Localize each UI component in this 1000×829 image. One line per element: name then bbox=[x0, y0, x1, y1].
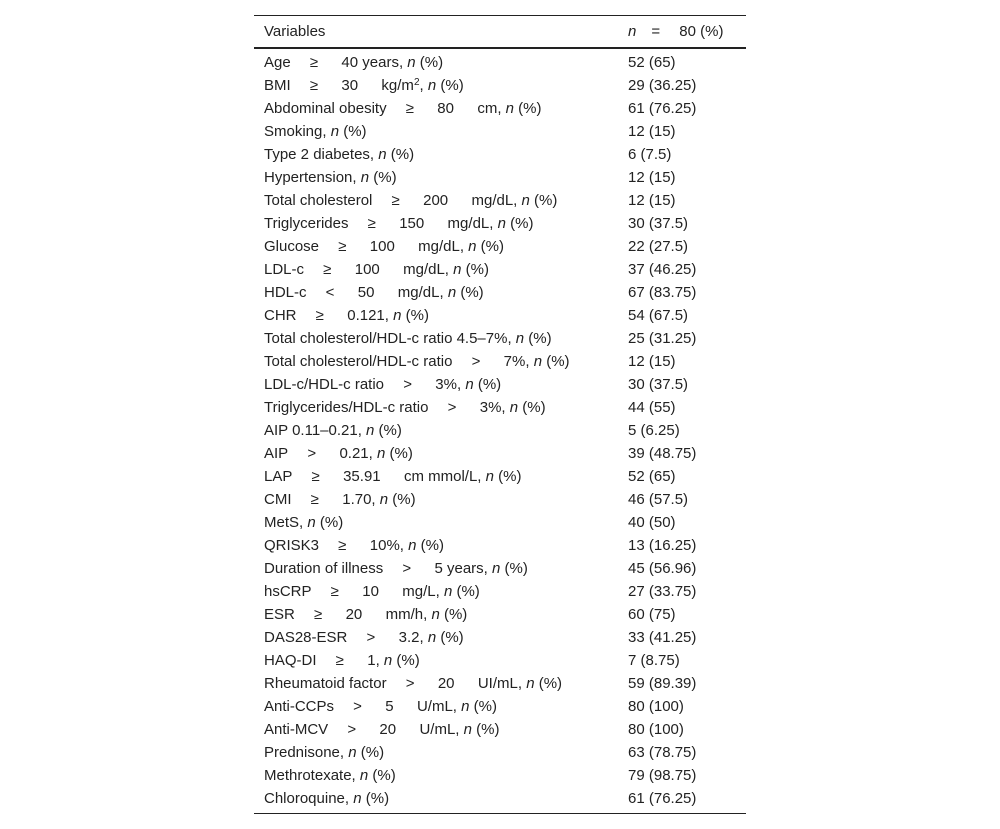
percent-label: (%) bbox=[339, 123, 367, 140]
percent-label: (%) bbox=[356, 744, 385, 761]
n-symbol: n bbox=[485, 468, 494, 485]
variable-label: Chloroquine, bbox=[264, 790, 354, 807]
value-cell: 61 (76.25) bbox=[628, 790, 697, 807]
value-cell: 46 (57.5) bbox=[628, 491, 689, 508]
value-cell: 37 (46.25) bbox=[628, 261, 697, 278]
table-row bbox=[254, 258, 746, 281]
table-row bbox=[254, 580, 746, 603]
n-symbol: n bbox=[463, 721, 472, 738]
percent-label: (%) bbox=[542, 353, 570, 370]
n-symbol: n bbox=[348, 744, 357, 761]
n-symbol: n bbox=[359, 767, 369, 784]
n-symbol: n bbox=[468, 238, 477, 255]
table-row bbox=[254, 718, 746, 741]
table-row bbox=[254, 695, 746, 718]
value-cell: 39 (48.75) bbox=[628, 445, 697, 462]
variable-cell bbox=[254, 189, 618, 212]
variable-cell bbox=[254, 327, 618, 350]
n-symbol: n bbox=[443, 583, 453, 600]
n-symbol: n bbox=[427, 629, 437, 646]
variable-label: CHR ≥ 0.121, bbox=[264, 307, 394, 324]
value-cell: 12 (15) bbox=[628, 169, 676, 186]
variable-label: Total cholesterol/HDL-c ratio 4.5–7%, bbox=[264, 330, 516, 347]
variable-cell bbox=[254, 511, 618, 534]
variable-label: HAQ-DI ≥ 1, bbox=[264, 652, 384, 669]
table-header bbox=[254, 16, 746, 49]
percent-label: (%) bbox=[452, 583, 480, 600]
variable-label: ESR ≥ 20 mm/h, bbox=[264, 606, 432, 623]
variable-label: Triglycerides ≥ 150 mg/dL, bbox=[264, 215, 498, 232]
table-row bbox=[254, 327, 746, 350]
table-row bbox=[254, 281, 746, 304]
value-cell: 67 (83.75) bbox=[628, 284, 697, 301]
value-cell: 5 (6.25) bbox=[628, 422, 680, 439]
value-cell: 13 (16.25) bbox=[628, 537, 697, 554]
table-row bbox=[254, 534, 746, 557]
variable-cell bbox=[254, 534, 618, 557]
value-cell: 7 (8.75) bbox=[628, 652, 680, 669]
variable-cell bbox=[254, 442, 618, 465]
percent-label: (%) bbox=[361, 790, 390, 807]
n-symbol: n bbox=[393, 307, 402, 324]
variable-label: Type 2 diabetes, bbox=[264, 146, 379, 163]
value-cell: 63 (78.75) bbox=[628, 744, 697, 761]
variable-label: Total cholesterol ≥ 200 mg/dL, bbox=[264, 192, 522, 209]
variable-label: BMI ≥ 30 kg/m bbox=[264, 77, 414, 94]
table-row bbox=[254, 396, 746, 419]
table-row bbox=[254, 212, 746, 235]
n-symbol: n bbox=[492, 560, 501, 577]
table-row bbox=[254, 465, 746, 488]
percent-label: (%) bbox=[369, 169, 397, 186]
variable-cell bbox=[254, 764, 618, 787]
variable-cell bbox=[254, 580, 618, 603]
value-cell: 12 (15) bbox=[628, 192, 676, 209]
variable-label: HDL-c < 50 mg/dL, bbox=[264, 284, 448, 301]
table-row bbox=[254, 48, 746, 74]
percent-label: (%) bbox=[505, 215, 534, 232]
unit-superscript: 2 bbox=[413, 77, 420, 88]
table-row bbox=[254, 304, 746, 327]
table-row bbox=[254, 649, 746, 672]
n-symbol: n bbox=[533, 353, 543, 370]
n-symbol: n bbox=[515, 330, 525, 347]
table-row bbox=[254, 488, 746, 511]
percent-label: (%) bbox=[471, 721, 500, 738]
value-cell: 30 (37.5) bbox=[628, 376, 689, 393]
percent-label: (%) bbox=[415, 54, 444, 71]
variable-label: LAP ≥ 35.91 cm mmol/L, bbox=[264, 468, 486, 485]
variable-cell bbox=[254, 603, 618, 626]
variable-cell bbox=[254, 787, 618, 814]
value-cell: 60 (75) bbox=[628, 606, 676, 623]
n-symbol: n bbox=[407, 54, 416, 71]
table-row bbox=[254, 672, 746, 695]
variable-cell bbox=[254, 304, 618, 327]
variable-cell bbox=[254, 235, 618, 258]
value-cell: 59 (89.39) bbox=[628, 675, 697, 692]
percent-label: (%) bbox=[374, 422, 402, 439]
n-symbol: n bbox=[497, 215, 506, 232]
table-row bbox=[254, 442, 746, 465]
table-row bbox=[254, 419, 746, 442]
n-symbol: n bbox=[526, 675, 535, 692]
value-cell: 79 (98.75) bbox=[628, 767, 697, 784]
table-row bbox=[254, 373, 746, 396]
percent-label: (%) bbox=[388, 491, 416, 508]
value-cell: 22 (27.5) bbox=[628, 238, 689, 255]
n-symbol: n bbox=[427, 77, 437, 94]
variable-cell bbox=[254, 74, 618, 97]
variable-label-separator: , bbox=[419, 77, 428, 94]
table-row bbox=[254, 235, 746, 258]
table-row bbox=[254, 74, 746, 97]
variable-label: AIP > 0.21, bbox=[264, 445, 377, 462]
n-symbol: n bbox=[330, 123, 340, 140]
table-body bbox=[254, 48, 746, 814]
value-cell: 6 (7.5) bbox=[628, 146, 672, 163]
variable-label: Anti-CCPs > 5 U/mL, bbox=[264, 698, 462, 715]
variable-label: Prednisone, bbox=[264, 744, 349, 761]
value-cell: 52 (65) bbox=[628, 54, 676, 71]
variable-cell bbox=[254, 626, 618, 649]
value-cell: 61 (76.25) bbox=[628, 100, 697, 117]
value-cell: 52 (65) bbox=[628, 468, 676, 485]
n-symbol: n bbox=[383, 652, 393, 669]
variable-label: Hypertension, bbox=[264, 169, 361, 186]
value-cell: 25 (31.25) bbox=[628, 330, 697, 347]
table-row bbox=[254, 350, 746, 373]
characteristics-table-container bbox=[254, 15, 746, 814]
n-symbol: n bbox=[431, 606, 440, 623]
n-symbol: n bbox=[509, 399, 519, 416]
table-row bbox=[254, 120, 746, 143]
variable-label: LDL-c ≥ 100 mg/dL, bbox=[264, 261, 454, 278]
table-row bbox=[254, 511, 746, 534]
value-cell: 27 (33.75) bbox=[628, 583, 697, 600]
n-symbol: n bbox=[379, 491, 389, 508]
n-symbol: n bbox=[376, 445, 386, 462]
variable-label: Glucose ≥ 100 mg/dL, bbox=[264, 238, 469, 255]
value-cell: 54 (67.5) bbox=[628, 307, 689, 324]
n-symbol: n bbox=[366, 422, 375, 439]
n-symbol: n bbox=[453, 261, 462, 278]
n-symbol: n bbox=[408, 537, 417, 554]
variable-cell bbox=[254, 557, 618, 580]
table-row bbox=[254, 741, 746, 764]
variable-cell bbox=[254, 350, 618, 373]
variable-label: QRISK3 ≥ 10%, bbox=[264, 537, 409, 554]
header-n-rest: = 80 (%) bbox=[636, 23, 724, 40]
variable-cell bbox=[254, 672, 618, 695]
value-cell: 44 (55) bbox=[628, 399, 676, 416]
header-n-symbol: n bbox=[628, 23, 637, 40]
variable-label: Duration of illness > 5 years, bbox=[264, 560, 493, 577]
percent-label: (%) bbox=[416, 537, 444, 554]
variable-cell bbox=[254, 695, 618, 718]
variable-cell bbox=[254, 97, 618, 120]
value-cell: 12 (15) bbox=[628, 353, 676, 370]
characteristics-table bbox=[254, 15, 746, 814]
n-symbol: n bbox=[360, 169, 370, 186]
percent-label: (%) bbox=[436, 77, 464, 94]
variable-label: Age ≥ 40 years, bbox=[264, 54, 408, 71]
n-symbol: n bbox=[378, 146, 387, 163]
variable-label: Abdominal obesity ≥ 80 cm, bbox=[264, 100, 506, 117]
variable-cell bbox=[254, 212, 618, 235]
percent-label: (%) bbox=[500, 560, 528, 577]
table-row bbox=[254, 97, 746, 120]
variable-cell bbox=[254, 48, 618, 74]
percent-label: (%) bbox=[473, 376, 502, 393]
variable-label: Anti-MCV > 20 U/mL, bbox=[264, 721, 464, 738]
percent-label: (%) bbox=[461, 261, 489, 278]
percent-label: (%) bbox=[401, 307, 429, 324]
percent-label: (%) bbox=[386, 146, 415, 163]
variable-label: DAS28-ESR > 3.2, bbox=[264, 629, 428, 646]
variable-cell bbox=[254, 465, 618, 488]
percent-label: (%) bbox=[518, 399, 546, 416]
n-symbol: n bbox=[521, 192, 530, 209]
variable-cell bbox=[254, 718, 618, 741]
value-cell: 12 (15) bbox=[628, 123, 676, 140]
percent-label: (%) bbox=[315, 514, 344, 531]
value-cell: 40 (50) bbox=[628, 514, 676, 531]
percent-label: (%) bbox=[469, 698, 497, 715]
variable-cell bbox=[254, 419, 618, 442]
variable-cell bbox=[254, 120, 618, 143]
variable-label: LDL-c/HDL-c ratio > 3%, bbox=[264, 376, 466, 393]
n-symbol: n bbox=[465, 376, 474, 393]
percent-label: (%) bbox=[524, 330, 552, 347]
n-symbol: n bbox=[447, 284, 457, 301]
variable-cell bbox=[254, 143, 618, 166]
variable-label: Triglycerides/HDL-c ratio > 3%, bbox=[264, 399, 510, 416]
table-row bbox=[254, 787, 746, 814]
variable-label: Total cholesterol/HDL-c ratio > 7%, bbox=[264, 353, 534, 370]
variable-cell bbox=[254, 281, 618, 304]
percent-label: (%) bbox=[514, 100, 542, 117]
percent-label: (%) bbox=[368, 767, 396, 784]
percent-label: (%) bbox=[493, 468, 522, 485]
variable-cell bbox=[254, 488, 618, 511]
percent-label: (%) bbox=[385, 445, 413, 462]
variable-cell bbox=[254, 258, 618, 281]
variable-label: AIP 0.11–0.21, bbox=[264, 422, 367, 439]
percent-label: (%) bbox=[529, 192, 558, 209]
percent-label: (%) bbox=[456, 284, 484, 301]
variable-cell bbox=[254, 649, 618, 672]
variable-label: CMI ≥ 1.70, bbox=[264, 491, 380, 508]
n-symbol: n bbox=[353, 790, 362, 807]
variable-cell bbox=[254, 741, 618, 764]
table-row bbox=[254, 764, 746, 787]
table-row bbox=[254, 143, 746, 166]
header-variables: Variables bbox=[264, 23, 326, 40]
table-row bbox=[254, 189, 746, 212]
variable-cell bbox=[254, 373, 618, 396]
table-row bbox=[254, 166, 746, 189]
table-row bbox=[254, 557, 746, 580]
percent-label: (%) bbox=[392, 652, 420, 669]
percent-label: (%) bbox=[436, 629, 464, 646]
n-symbol: n bbox=[461, 698, 470, 715]
percent-label: (%) bbox=[534, 675, 563, 692]
variable-label: Rheumatoid factor > 20 UI/mL, bbox=[264, 675, 527, 692]
variable-label: hsCRP ≥ 10 mg/L, bbox=[264, 583, 444, 600]
value-cell: 29 (36.25) bbox=[628, 77, 697, 94]
variable-label: Methrotexate, bbox=[264, 767, 360, 784]
value-cell: 30 (37.5) bbox=[628, 215, 689, 232]
table-row bbox=[254, 603, 746, 626]
n-symbol: n bbox=[307, 514, 316, 531]
variable-label: MetS, bbox=[264, 514, 308, 531]
value-cell: 80 (100) bbox=[628, 721, 684, 738]
value-cell: 80 (100) bbox=[628, 698, 684, 715]
header-row bbox=[254, 16, 746, 49]
header-count bbox=[618, 16, 746, 49]
percent-label: (%) bbox=[476, 238, 504, 255]
variable-label: Smoking, bbox=[264, 123, 331, 140]
percent-label: (%) bbox=[439, 606, 468, 623]
n-symbol: n bbox=[505, 100, 514, 117]
value-cell: 33 (41.25) bbox=[628, 629, 697, 646]
variable-cell bbox=[254, 166, 618, 189]
table-row bbox=[254, 626, 746, 649]
value-cell: 45 (56.96) bbox=[628, 560, 697, 577]
variable-cell bbox=[254, 396, 618, 419]
